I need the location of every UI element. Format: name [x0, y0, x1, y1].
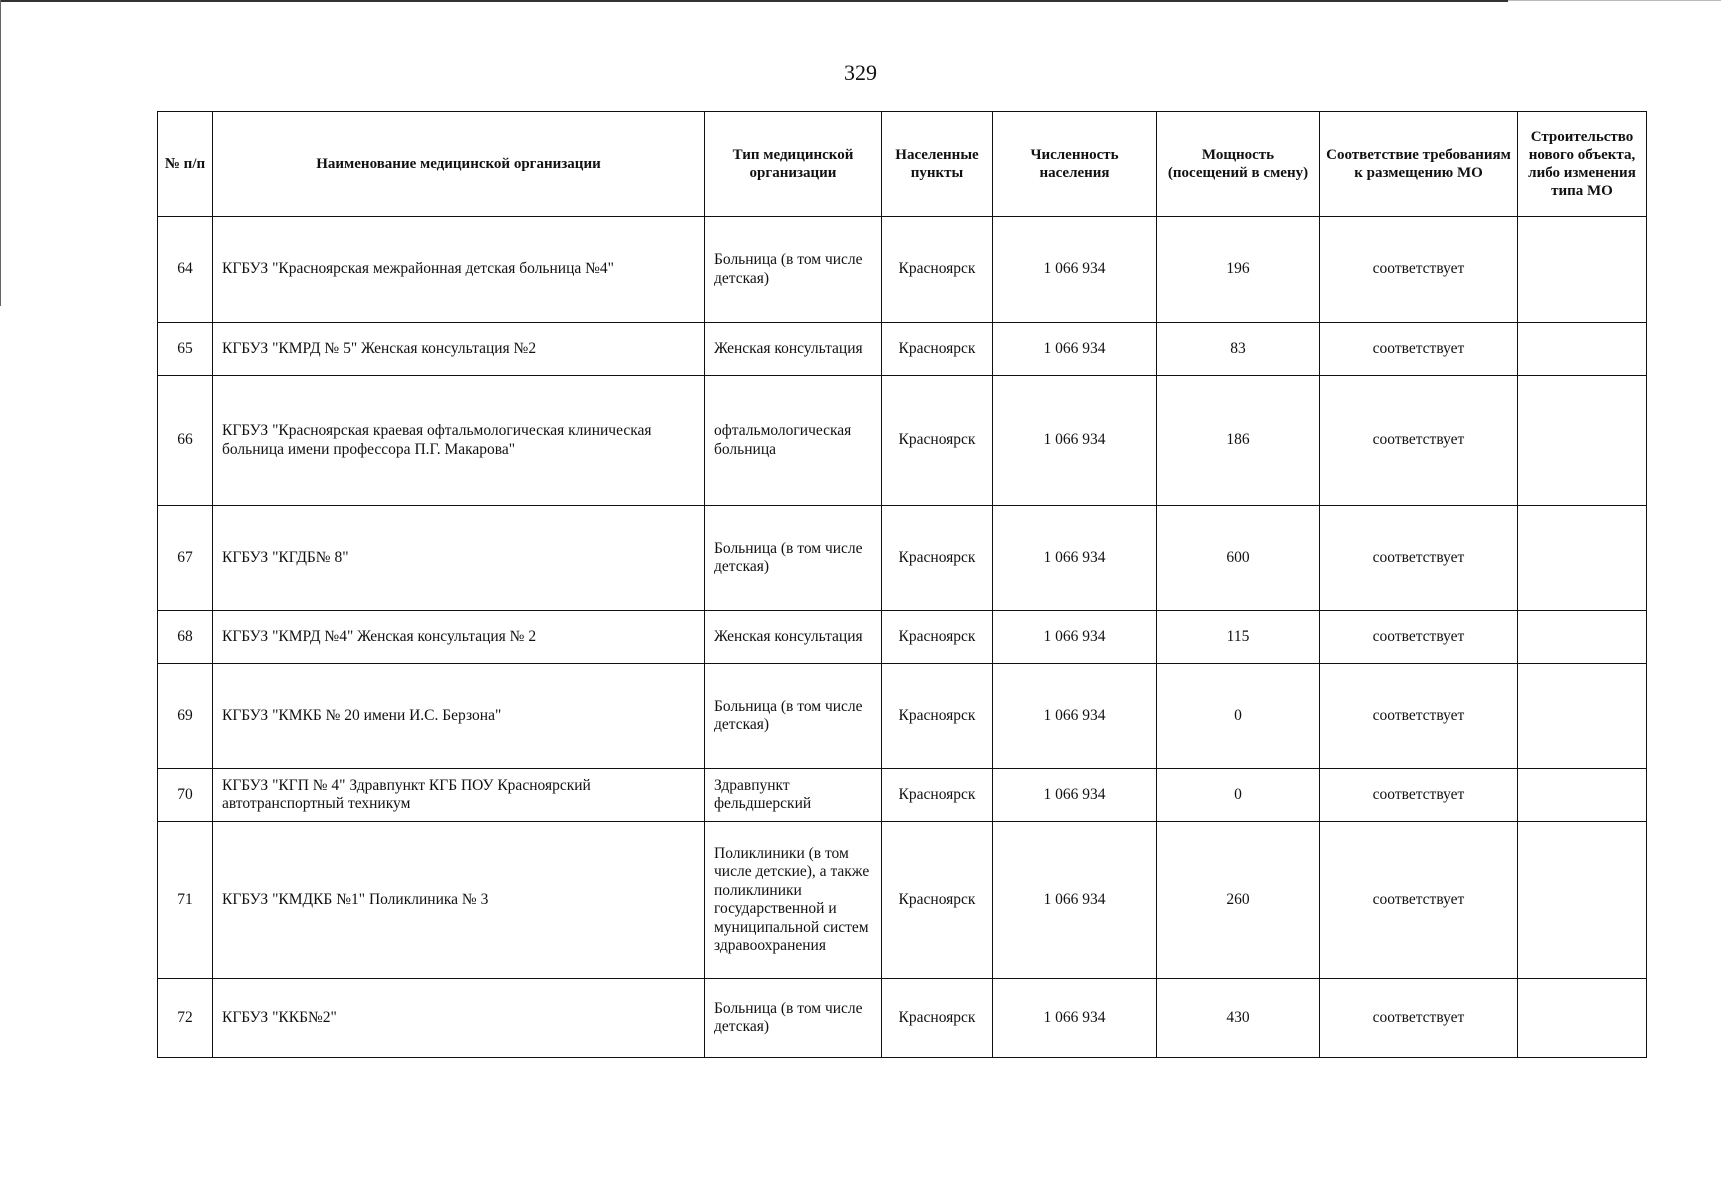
table-row [158, 506, 1647, 611]
cell-name: КГБУЗ "Красноярская краевая офтальмологическая клиническая больница имени профессора П.Г. Макарова" [213, 376, 705, 506]
cell-settlement: Красноярск [882, 664, 993, 769]
cell-type: Больница (в том числе детская) [705, 664, 882, 769]
cell-settlement: Красноярск [882, 217, 993, 323]
cell-compliance: соответствует [1320, 611, 1518, 664]
cell-num: 64 [158, 217, 213, 323]
cell-compliance: соответствует [1320, 217, 1518, 323]
cell-type: Больница (в том числе детская) [705, 979, 882, 1058]
cell-capacity: 600 [1157, 506, 1320, 611]
header-population: Численность населения [993, 112, 1157, 217]
cell-num: 67 [158, 506, 213, 611]
cell-population: 1 066 934 [993, 376, 1157, 506]
cell-compliance: соответствует [1320, 769, 1518, 822]
header-row [158, 112, 1647, 217]
cell-compliance: соответствует [1320, 506, 1518, 611]
cell-construction [1518, 769, 1647, 822]
cell-population: 1 066 934 [993, 506, 1157, 611]
cell-capacity: 0 [1157, 664, 1320, 769]
cell-compliance: соответствует [1320, 376, 1518, 506]
header-construction: Строительство нового объекта, либо изменения типа МО [1518, 112, 1647, 217]
header-type: Тип медицинской организации [705, 112, 882, 217]
cell-capacity: 430 [1157, 979, 1320, 1058]
cell-settlement: Красноярск [882, 769, 993, 822]
cell-settlement: Красноярск [882, 979, 993, 1058]
cell-population: 1 066 934 [993, 611, 1157, 664]
table-row [158, 611, 1647, 664]
cell-construction [1518, 822, 1647, 979]
cell-type: Женская консультация [705, 611, 882, 664]
header-name: Наименование медицинской организации [213, 112, 705, 217]
table-row [158, 664, 1647, 769]
cell-num: 65 [158, 323, 213, 376]
header-settlement: Населенные пункты [882, 112, 993, 217]
cell-type: Больница (в том числе детская) [705, 217, 882, 323]
cell-capacity: 115 [1157, 611, 1320, 664]
cell-capacity: 83 [1157, 323, 1320, 376]
cell-type: Больница (в том числе детская) [705, 506, 882, 611]
cell-compliance: соответствует [1320, 822, 1518, 979]
cell-population: 1 066 934 [993, 822, 1157, 979]
cell-construction [1518, 979, 1647, 1058]
cell-num: 70 [158, 769, 213, 822]
cell-population: 1 066 934 [993, 323, 1157, 376]
cell-type: Женская консультация [705, 323, 882, 376]
cell-name: КГБУЗ "КМДКБ №1" Поликлиника № 3 [213, 822, 705, 979]
cell-num: 68 [158, 611, 213, 664]
cell-settlement: Красноярск [882, 506, 993, 611]
cell-capacity: 196 [1157, 217, 1320, 323]
cell-construction [1518, 323, 1647, 376]
cell-construction [1518, 506, 1647, 611]
table-row [158, 217, 1647, 323]
medical-organizations-table [157, 111, 1647, 1058]
table-row [158, 376, 1647, 506]
header-num: № п/п [158, 112, 213, 217]
table-row [158, 323, 1647, 376]
page-number: 329 [844, 60, 877, 85]
cell-type: Поликлиники (в том числе детские), а также поликлиники государственной и муниципальной систем здравоохранения [705, 822, 882, 979]
cell-num: 66 [158, 376, 213, 506]
cell-compliance: соответствует [1320, 664, 1518, 769]
cell-construction [1518, 217, 1647, 323]
cell-num: 72 [158, 979, 213, 1058]
cell-name: КГБУЗ "КГП № 4" Здравпункт КГБ ПОУ Красноярский автотранспортный техникум [213, 769, 705, 822]
cell-name: КГБУЗ "КМРД №4" Женская консультация № 2 [213, 611, 705, 664]
cell-settlement: Красноярск [882, 376, 993, 506]
cell-capacity: 260 [1157, 822, 1320, 979]
table-row [158, 822, 1647, 979]
cell-name: КГБУЗ "Красноярская межрайонная детская больница №4" [213, 217, 705, 323]
cell-construction [1518, 376, 1647, 506]
cell-type: офтальмологическая больница [705, 376, 882, 506]
scan-top-edge-faint [1508, 0, 1721, 1]
table-row [158, 979, 1647, 1058]
cell-construction [1518, 664, 1647, 769]
cell-settlement: Красноярск [882, 611, 993, 664]
header-compliance: Соответствие требованиям к размещению МО [1320, 112, 1518, 217]
cell-compliance: соответствует [1320, 323, 1518, 376]
cell-settlement: Красноярск [882, 323, 993, 376]
cell-num: 71 [158, 822, 213, 979]
cell-name: КГБУЗ "ККБ№2" [213, 979, 705, 1058]
cell-compliance: соответствует [1320, 979, 1518, 1058]
cell-settlement: Красноярск [882, 822, 993, 979]
scan-top-edge [0, 0, 1508, 2]
cell-capacity: 0 [1157, 769, 1320, 822]
cell-num: 69 [158, 664, 213, 769]
cell-name: КГБУЗ "КМКБ № 20 имени И.С. Берзона" [213, 664, 705, 769]
cell-population: 1 066 934 [993, 217, 1157, 323]
cell-population: 1 066 934 [993, 769, 1157, 822]
cell-capacity: 186 [1157, 376, 1320, 506]
cell-name: КГБУЗ "КМРД № 5" Женская консультация №2 [213, 323, 705, 376]
header-capacity: Мощность (посещений в смену) [1157, 112, 1320, 217]
cell-construction [1518, 611, 1647, 664]
cell-type: Здравпункт фельдшерский [705, 769, 882, 822]
cell-name: КГБУЗ "КГДБ№ 8" [213, 506, 705, 611]
scan-left-edge [0, 0, 1, 306]
cell-population: 1 066 934 [993, 979, 1157, 1058]
cell-population: 1 066 934 [993, 664, 1157, 769]
table-row [158, 769, 1647, 822]
